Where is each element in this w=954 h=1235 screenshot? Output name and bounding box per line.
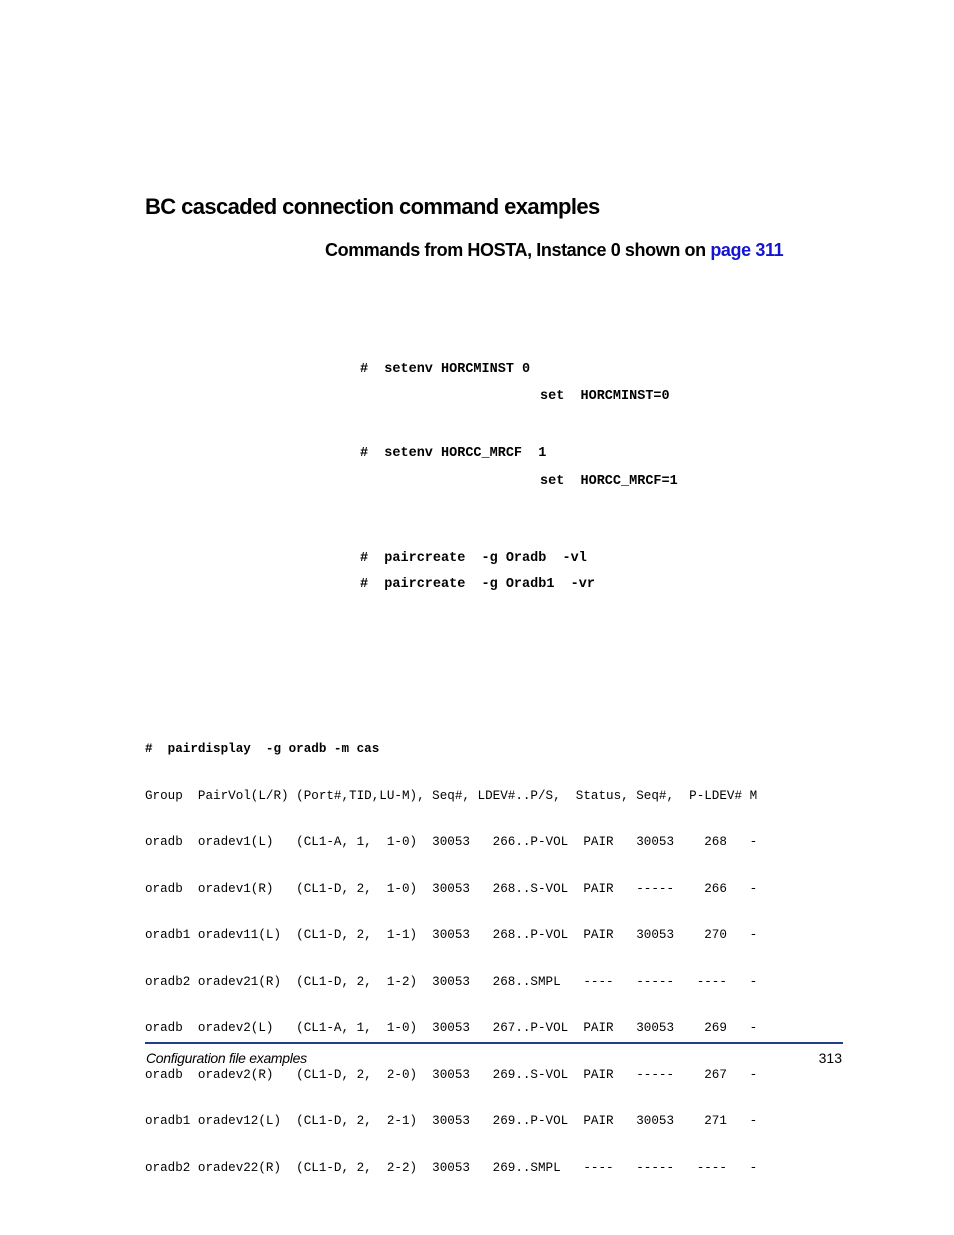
output-row: oradb1 oradev12(L) (CL1-D, 2, 2-1) 30053 269..P-VOL PAIR 30053 271 -	[145, 1114, 758, 1128]
command-setenv-horcc-mrcf: # setenv HORCC_MRCF 1	[360, 446, 547, 461]
output-row: oradb2 oradev21(R) (CL1-D, 2, 1-2) 30053 268..SMPL ---- ----- ---- -	[145, 974, 758, 989]
output-row: oradb oradev2(R) (CL1-D, 2, 2-0) 30053 269..S-VOL PAIR ----- 267 -	[145, 1067, 758, 1082]
footer-page-number: 313	[818, 1050, 842, 1066]
subsection-title	[325, 240, 783, 261]
pairdisplay-output	[145, 711, 757, 1192]
pairdisplay-command: # pairdisplay -g oradb -m cas	[145, 742, 380, 756]
output-header: Group PairVol(L/R) (Port#,TID,LU-M), Seq#, LDEV#..P/S, Status, Seq#, P-LDEV# M	[145, 788, 758, 803]
command-paircreate-oradb1: # paircreate -g Oradb1 -vr	[360, 577, 595, 592]
page-311-link[interactable]: page 311	[710, 240, 784, 260]
section-title: BC cascaded connection command examples	[145, 194, 600, 219]
command-setenv-horcminst: # setenv HORCMINST 0	[360, 362, 531, 377]
footer-divider	[145, 1042, 843, 1044]
command-set-horcminst: set HORCMINST=0	[540, 389, 670, 404]
output-row: oradb oradev1(R) (CL1-D, 2, 1-0) 30053 268..S-VOL PAIR ----- 266 -	[145, 881, 758, 896]
subsection-text: Commands from HOSTA, Instance 0 shown on	[325, 240, 706, 260]
footer-chapter-title: Configuration file examples	[146, 1050, 307, 1066]
output-row: oradb oradev2(L) (CL1-A, 1, 1-0) 30053 267..P-VOL PAIR 30053 269 -	[145, 1021, 758, 1035]
output-row: oradb2 oradev22(R) (CL1-D, 2, 2-2) 30053 269..SMPL ---- ----- ---- -	[145, 1160, 758, 1175]
command-set-horcc-mrcf: set HORCC_MRCF=1	[540, 474, 678, 489]
output-row: oradb oradev1(L) (CL1-A, 1, 1-0) 30053 266..P-VOL PAIR 30053 268 -	[145, 835, 758, 849]
output-row: oradb1 oradev11(L) (CL1-D, 2, 1-1) 30053 268..P-VOL PAIR 30053 270 -	[145, 928, 758, 942]
command-paircreate-oradb: # paircreate -g Oradb -vl	[360, 551, 587, 566]
